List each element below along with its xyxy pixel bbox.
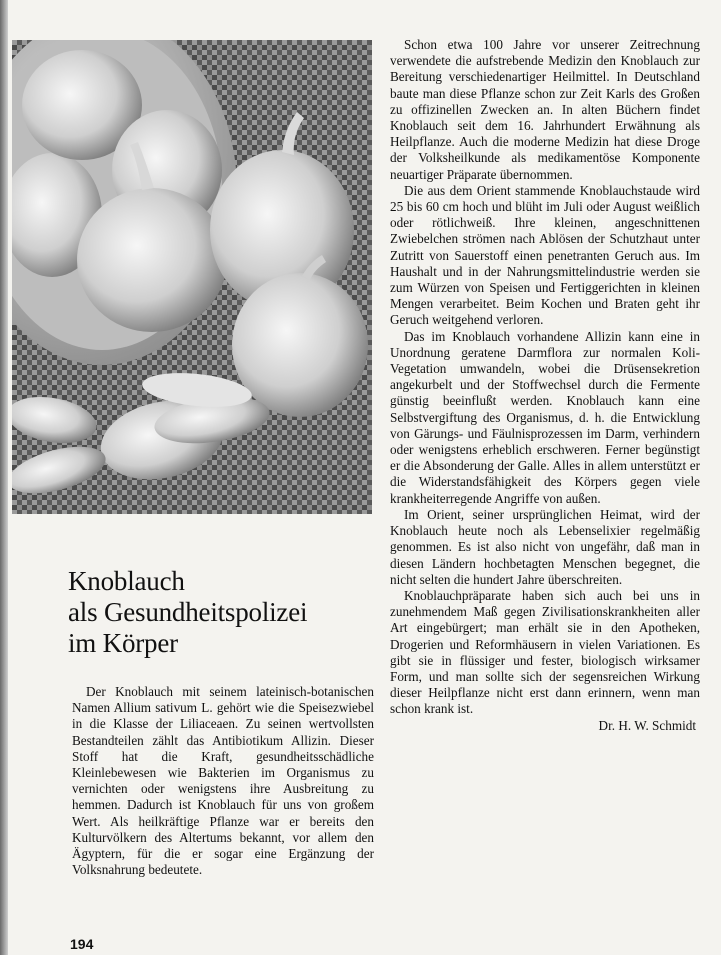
body-paragraph-1: Schon etwa 100 Jahre vor unserer Zeitrechnung verwendete die aufstrebende Medizin den Knoblauch zur Bereitung verschiedenartiger Heilmittel. In Deutschland baute man diese Pflanze schon zur Zeit Karls des Großen zu offizinellen Zwecken an. In alten Büchern findet Knoblauch seit dem 16. Jahrhundert Erwähnung als Heilpflanze. Auch die moderne Medizin hat diese Droge der Volksheilkunde als medikamentöse Komponente neuartiger Präparate übernommen. xyxy=(390,37,700,182)
body-paragraph-5: Knoblauchpräparate haben sich auch bei uns in zunehmendem Maß gegen Zivilisationskrankheiten aller Art eingebürgert; man erhält sie in den Apotheken, Drogerien und Reformhäusern in vielen Variationen. Es gibt sie in flüssiger und fester, biologisch wirksamer Form, und man sollte sich der segensreichen Wirkung dieser Heilpflanze nicht erst dann erinnern, wenn man schon krank ist. xyxy=(390,587,700,717)
body-paragraph-2: Die aus dem Orient stammende Knoblauchstaude wird 25 bis 60 cm hoch und blüht im Juli oder August weißlich oder rötlichweiß. Ihre kleinen, angeschnittenen Zwiebelchen strömen nach Ablösen der Schutzhaut unter Zutritt von Sauerstoff einen penetranten Geruch aus. Im Haushalt und in der Nahrungsmittelindustrie werden sie zum Würzen von Speisen und Fertiggerichten in kleinen Mengen verarbeitet. Beim Kochen und Braten geht ihr Geruch weitgehend verloren. xyxy=(390,182,700,328)
article-column-left xyxy=(72,684,374,878)
article-column-right xyxy=(390,37,700,734)
body-paragraph-3: Das im Knoblauch vorhandene Allizin kann eine in Unordnung geratene Darmflora zur normalen Koli-Vegetation umwandeln, wobei die Drüsensekretion angekurbelt und der Stoffwechsel durch die Fermente günstig beeinflußt werden. Knoblauch kann eine Selbstvergiftung des Organismus, d. h. die Entwicklung von Gärungs- und Fäulnisprozessen im Darm, verhindern oder wenigstens erheblich erschweren. Ferner begünstigt er die Absonderung der Galle. Alles in allem unterstützt er die Widerstandsfähigkeit des Körpers gegen viele krankheiterregende Angriffe von außen. xyxy=(390,328,700,506)
intro-paragraph: Der Knoblauch mit seinem lateinisch-botanischen Namen Allium sativum L. gehört wie die Speisezwiebel in die Klasse der Liliaceaen. Zu seinen wertvollsten Bestandteilen zählt das Antibiotikum Allizin. Dieser Stoff hat die Kraft, gesundheitsschädliche Kleinlebewesen wie Bakterien im Organismus zu vernichten oder wenigstens ihre Ausbreitung zu hemmen. Dadurch ist Knoblauch für uns von großem Wert. Als heilkräftige Pflanze war er bereits den Kulturvölkern des Altertums bekannt, vor allem den Ägyptern, für die er sogar eine Ergänzung der Volksnahrung bedeutete. xyxy=(72,684,374,878)
title-line-2: als Gesundheitspolizei xyxy=(68,597,308,628)
body-paragraph-4: Im Orient, seiner ursprünglichen Heimat, wird der Knoblauch heute noch als Lebenselixier regelmäßig genommen. Es ist also nicht von ungefähr, daß man in diesen Ländern hochbetagten Menschen begegnet, die nicht selten die hundert Jahre überschreiten. xyxy=(390,506,700,587)
page-number: 194 xyxy=(70,936,94,952)
author-signature: Dr. H. W. Schmidt xyxy=(598,717,696,733)
title-line-1: Knoblauch xyxy=(68,566,185,597)
article-title xyxy=(68,566,368,659)
title-line-3: im Körper xyxy=(68,628,178,659)
page-binding-edge xyxy=(0,0,8,955)
garlic-bulbs-photo xyxy=(12,40,372,514)
